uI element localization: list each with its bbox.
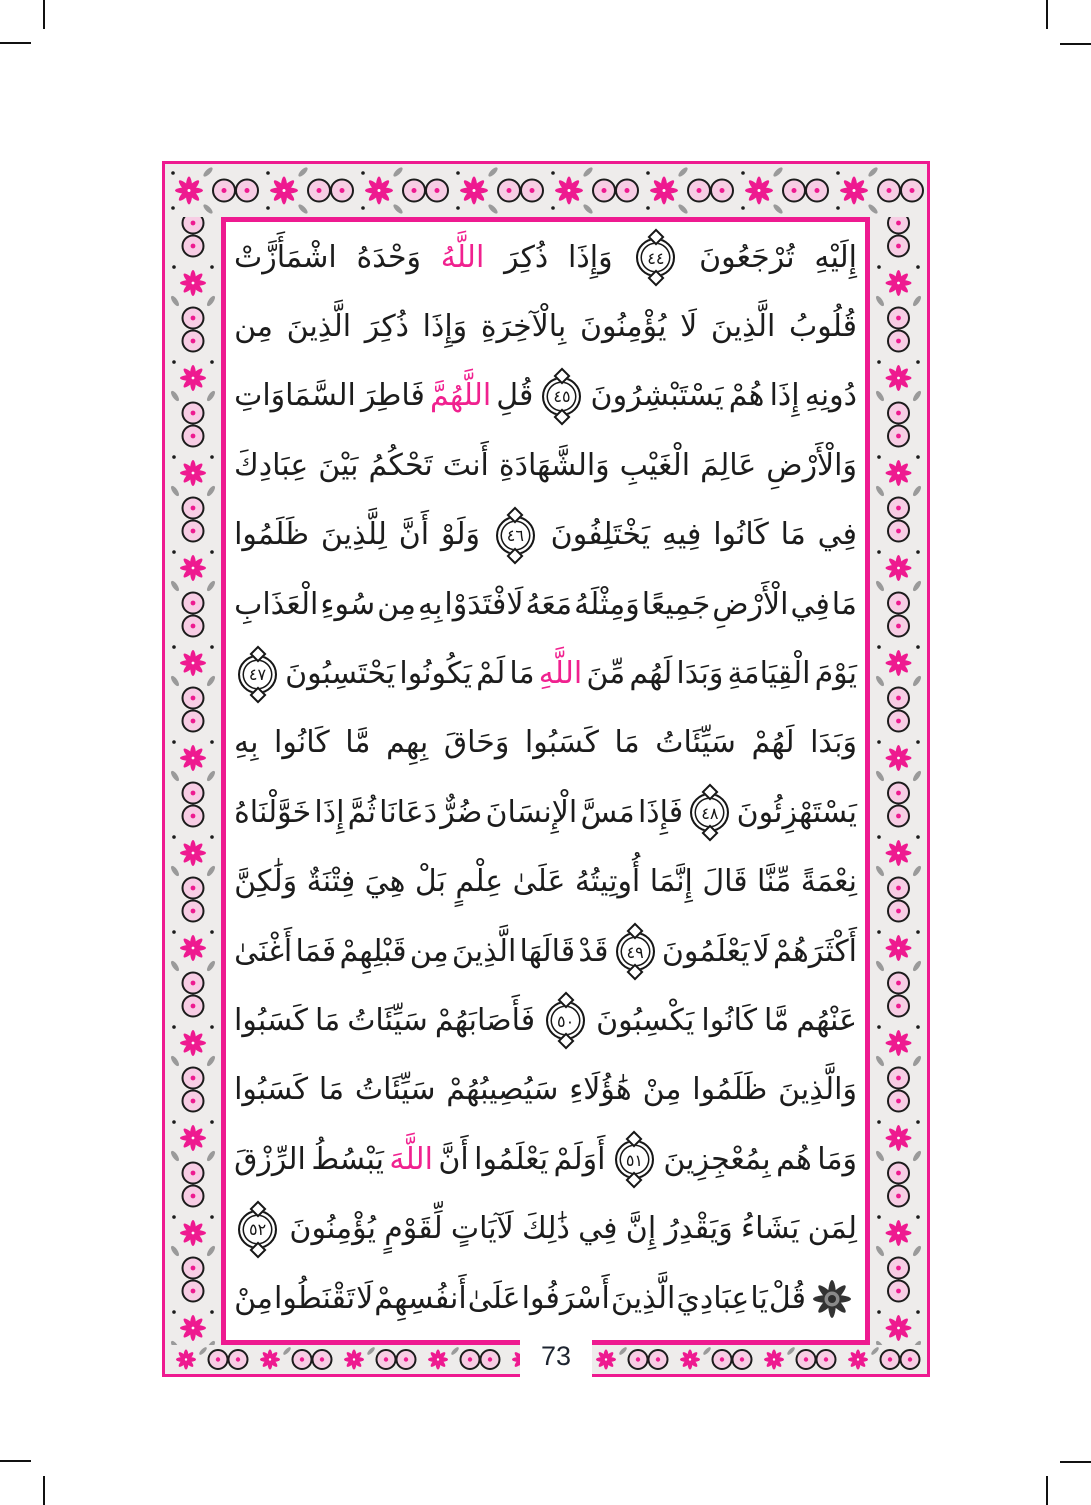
- quran-word: قَالَهَا: [519, 933, 576, 969]
- quran-word: الْقِيَامَةِ: [727, 656, 811, 692]
- quran-word: مِنْ: [642, 1072, 682, 1108]
- text-panel: [221, 217, 870, 1345]
- quran-word: يَكْسِبُونَ: [596, 1002, 695, 1038]
- quran-word: بِالْآخِرَةِ: [480, 309, 567, 345]
- quran-word: سَيِّئَاتُ: [347, 1002, 428, 1038]
- quran-word: اشْمَأَزَّتْ: [234, 239, 337, 275]
- quran-word: مَا: [318, 1072, 345, 1108]
- quran-word: سَيِّئَاتُ: [354, 1072, 436, 1108]
- quran-text-line: [234, 848, 857, 917]
- quran-word: فِتْنَةٌ: [306, 864, 356, 900]
- ayah-medallion-icon: [546, 1001, 585, 1040]
- quran-word: ضُرٌّ: [440, 794, 483, 830]
- quran-word: مِن: [409, 933, 449, 969]
- crop-mark-bottom-right-h: [1060, 1461, 1091, 1463]
- quran-word: أُوتِيتُهُ: [574, 864, 641, 900]
- quran-word: يَبْسُطُ: [311, 1141, 384, 1177]
- quran-word: أَنَّ: [438, 1141, 469, 1177]
- quran-word: الْغَيْبِ: [619, 447, 691, 483]
- quran-word: قُلُوبُ: [788, 309, 857, 345]
- quran-word: وَيَقْدِرُ: [664, 1211, 733, 1247]
- quran-word: وَالْأَرْضِ: [766, 447, 857, 483]
- quran-word: مَّا: [345, 725, 371, 761]
- quran-word: سُوءِ: [320, 586, 376, 622]
- quran-word: ثُمَّ: [347, 794, 376, 830]
- quran-word: إِذَا: [314, 794, 345, 830]
- quran-word: لِمَن: [807, 1211, 857, 1247]
- quran-word: عَالِمَ: [700, 447, 757, 483]
- ayah-number: ٤٩: [626, 942, 644, 962]
- quran-word: مَا: [314, 1002, 341, 1038]
- quran-word: وَحَاقَ: [443, 725, 510, 761]
- ayah-number: ٥٢: [249, 1220, 267, 1240]
- quran-word: الَّذِينَ: [610, 1280, 676, 1316]
- quran-word: كَانُوا: [713, 517, 769, 553]
- quran-word: فِيهِ: [661, 517, 702, 553]
- quran-text-line: [234, 362, 857, 431]
- quran-word: وَمَا: [817, 1141, 857, 1177]
- quran-word: يَا: [750, 1280, 768, 1316]
- quran-word: قُلْ: [768, 1280, 806, 1316]
- ayah-medallion-icon: [238, 655, 277, 694]
- quran-word: وَإِذَا: [568, 239, 613, 275]
- quran-word: أَكْثَرَهُمْ: [772, 933, 857, 969]
- ayah-number: ٤٨: [701, 803, 719, 823]
- quran-word: عَلَىٰ: [512, 864, 566, 900]
- quran-word: لَمْ: [476, 656, 506, 692]
- crop-mark-bottom-right-v: [1046, 1476, 1048, 1505]
- quran-word: جَمِيعًا: [641, 586, 711, 622]
- quran-word: الَّذِينَ: [286, 309, 352, 345]
- quran-word: وَالشَّهَادَةِ: [498, 447, 610, 483]
- quran-word: ذُكِرَ: [504, 239, 549, 275]
- ayah-number: ٥٠: [557, 1011, 575, 1031]
- border-pattern-right: [870, 164, 927, 1374]
- quran-text-line: [234, 292, 857, 361]
- quran-word: يَسْتَهْزِئُونَ: [736, 794, 857, 830]
- quran-word: يُؤْمِنُونَ: [579, 309, 667, 345]
- quran-word: عَنْهُم: [796, 1002, 857, 1038]
- quran-word: إِنَّ: [625, 1211, 657, 1247]
- crop-mark-bottom-left-h: [0, 1460, 31, 1462]
- crop-mark-top-left-h: [0, 42, 31, 44]
- quran-text-line: [234, 1264, 857, 1333]
- quran-word: أَنتَ: [442, 447, 489, 483]
- quran-text-line: [234, 501, 857, 570]
- quran-word: مِن: [234, 309, 273, 345]
- quran-word: الَّذِينَ: [710, 309, 776, 345]
- quran-word: يَعْلَمُوا: [474, 1141, 549, 1177]
- quran-word: مَا: [509, 656, 535, 692]
- quran-word: عِلْمٍ: [455, 864, 504, 900]
- quran-word: ظَلَمُوا: [234, 517, 310, 553]
- quran-word: ظَلَمُوا: [692, 1072, 768, 1108]
- ayah-medallion-icon: [616, 932, 655, 971]
- quran-word: مَّا: [764, 1002, 790, 1038]
- quran-word: سَيِّئَاتُ: [655, 725, 736, 761]
- quran-word: إِذَا: [769, 378, 800, 414]
- quran-text-line: [234, 570, 857, 639]
- crop-mark-top-left-v: [43, 0, 45, 29]
- quran-word: كَانُوا: [701, 1002, 757, 1038]
- allah-word: اللَّهُ: [440, 239, 485, 275]
- quran-word: مَا: [831, 586, 857, 622]
- quran-word: تَحْكُمُ: [368, 447, 433, 483]
- quran-word: لَا: [752, 933, 770, 969]
- quran-word: وَبَدَا: [676, 656, 724, 692]
- quran-word: الرِّزْقَ: [234, 1141, 306, 1177]
- quran-word: أَغْنَىٰ: [234, 933, 293, 969]
- quran-word: لِلَّذِينَ: [320, 517, 387, 553]
- quran-word: لَا: [680, 309, 698, 345]
- quran-word: فِي: [817, 517, 857, 553]
- quran-word: الْعَذَابِ: [234, 586, 319, 622]
- quran-word: عِبَادِكَ: [234, 447, 309, 483]
- quran-word: كَسَبُوا: [234, 1002, 308, 1038]
- quran-word: مَسَّ: [580, 794, 635, 830]
- quran-word: لِّقَوْمٍ: [384, 1211, 443, 1247]
- quran-word: هُم: [776, 1141, 812, 1177]
- quran-word: تَقْنَطُوا: [274, 1280, 356, 1316]
- page-number: 73: [540, 1340, 572, 1371]
- ayah-number: ٤٥: [553, 387, 571, 407]
- quran-word: كَانُوا: [274, 725, 330, 761]
- quran-word: سَيُصِيبُهُمْ: [446, 1072, 559, 1108]
- allah-word: اللَّهُمَّ: [430, 378, 492, 414]
- ayah-medallion-icon: [542, 377, 581, 416]
- ayah-medallion-icon: [636, 238, 675, 277]
- quran-word: مِّنَ: [586, 656, 626, 692]
- quran-text-line: [234, 709, 857, 778]
- quran-word: وَلَوْ: [440, 517, 481, 553]
- quran-word: وَالَّذِينَ: [778, 1072, 857, 1108]
- quran-word: لَهُم: [629, 656, 673, 692]
- quran-text-line: [234, 986, 857, 1055]
- border-pattern-left: [165, 164, 221, 1374]
- quran-text-line: [234, 778, 857, 847]
- quran-word: يُؤْمِنُونَ: [289, 1211, 376, 1247]
- ayah-number: ٤٤: [647, 248, 665, 268]
- quran-word: الَّذِينَ: [451, 933, 517, 969]
- quran-word: قَدْ: [578, 933, 609, 969]
- quran-text-block: [234, 223, 857, 1339]
- crop-mark-top-right-h: [1060, 43, 1091, 45]
- quran-word: عَلَىٰ: [467, 1280, 521, 1316]
- quran-word: بِهِم: [386, 725, 429, 761]
- quran-text-line: [234, 917, 857, 986]
- rub-el-hizb-icon: [809, 1276, 855, 1322]
- quran-text-line: [234, 431, 857, 500]
- quran-word: أَنفُسِهِمْ: [374, 1280, 467, 1316]
- quran-word: يَوْمَ: [814, 656, 857, 692]
- quran-word: قَبْلِهِمْ: [339, 933, 407, 969]
- quran-word: فَإِذَا: [637, 794, 684, 830]
- quran-word: يَشَاءُ: [741, 1211, 800, 1247]
- allah-word: اللَّهِ: [538, 656, 583, 692]
- quran-word: وَبَدَا: [810, 725, 857, 761]
- allah-word: اللَّهَ: [389, 1141, 433, 1177]
- quran-word: مَا: [614, 725, 640, 761]
- ayah-medallion-icon: [690, 793, 729, 832]
- quran-word: أَنَّ: [398, 517, 430, 553]
- ayah-number: ٥١: [625, 1150, 643, 1170]
- quran-word: ذَٰلِكَ: [522, 1211, 570, 1247]
- quran-word: لَهُمْ: [751, 725, 795, 761]
- ayah-medallion-icon: [238, 1210, 277, 1249]
- quran-word: عِبَادِيَ: [676, 1280, 750, 1316]
- quran-word: إِنَّمَا: [649, 864, 693, 900]
- quran-word: فَمَا: [295, 933, 337, 969]
- quran-word: مَا: [780, 517, 806, 553]
- quran-word: نِعْمَةً: [800, 864, 857, 900]
- ayah-medallion-icon: [496, 516, 535, 555]
- quran-word: هَٰؤُلَاءِ: [569, 1072, 632, 1108]
- quran-word: مِن: [377, 586, 416, 622]
- quran-word: مَعَهُ: [525, 586, 573, 622]
- quran-text-line: [234, 1056, 857, 1125]
- quran-word: يَخْتَلِفُونَ: [550, 517, 651, 553]
- quran-word: تُرْجَعُونَ: [699, 239, 795, 275]
- quran-word: خَوَّلْنَاهُ: [234, 794, 312, 830]
- quran-word: بِهِ: [234, 725, 259, 761]
- quran-word: أَسْرَفُوا: [521, 1280, 610, 1316]
- quran-word: كَسَبُوا: [524, 725, 599, 761]
- decorative-border-frame: [162, 161, 930, 1377]
- quran-word: السَّمَاوَاتِ: [234, 378, 356, 414]
- quran-word: مِنْ: [234, 1280, 273, 1316]
- ayah-number: ٤٦: [506, 526, 524, 546]
- border-pattern-top: [165, 164, 927, 217]
- quran-word: فِي: [578, 1211, 618, 1247]
- quran-word: بِمُعْجِزِينَ: [663, 1141, 771, 1177]
- ayah-medallion-icon: [615, 1140, 654, 1179]
- quran-word: لَآيَاتٍ: [450, 1211, 514, 1247]
- quran-word: إِلَيْهِ: [814, 239, 857, 275]
- quran-word: لَا: [356, 1280, 374, 1316]
- quran-text-line: [234, 1194, 857, 1263]
- quran-word: لَافْتَدَوْا: [444, 586, 524, 622]
- quran-word: هُمْ: [728, 378, 765, 414]
- quran-text-line: [234, 223, 857, 292]
- quran-text-line: [234, 639, 857, 708]
- quran-word: وَمِثْلَهُ: [574, 586, 640, 622]
- quran-word: يَسْتَبْشِرُونَ: [590, 378, 724, 414]
- quran-word: الْأَرْضِ: [712, 586, 789, 622]
- page-number-gap: [520, 1334, 592, 1378]
- quran-word: وَإِذَا: [422, 309, 468, 345]
- quran-word: دَعَانَا: [379, 794, 438, 830]
- quran-word: يَحْتَسِبُونَ: [285, 656, 396, 692]
- quran-word: هِيَ: [364, 864, 406, 900]
- quran-word: قُلِ: [496, 378, 534, 414]
- quran-word: فَاطِرَ: [360, 378, 425, 414]
- crop-mark-top-right-v: [1046, 0, 1048, 29]
- quran-word: بَلْ: [414, 864, 446, 900]
- quran-word: قَالَ: [702, 864, 748, 900]
- ayah-number: ٤٧: [248, 665, 267, 685]
- quran-word: أَوَلَمْ: [553, 1141, 606, 1177]
- quran-word: الْإِنسَانَ: [485, 794, 578, 830]
- quran-word: بِهِ: [417, 586, 443, 622]
- crop-mark-bottom-left-v: [43, 1476, 45, 1505]
- quran-word: دُونِهِ: [804, 378, 857, 414]
- quran-word: يَعْلَمُونَ: [661, 933, 750, 969]
- quran-word: وَلَٰكِنَّ: [234, 864, 298, 900]
- quran-word: مِّنَّا: [757, 864, 792, 900]
- quran-word: بَيْنَ: [318, 447, 359, 483]
- quran-word: ذُكِرَ: [364, 309, 409, 345]
- quran-word: يَكُونُوا: [399, 656, 472, 692]
- quran-word: فَأَصَابَهُمْ: [434, 1002, 536, 1038]
- quran-text-line: [234, 1125, 857, 1194]
- quran-word: كَسَبُوا: [234, 1072, 308, 1108]
- quran-word: فِي: [790, 586, 830, 622]
- quran-word: وَحْدَهُ: [356, 239, 421, 275]
